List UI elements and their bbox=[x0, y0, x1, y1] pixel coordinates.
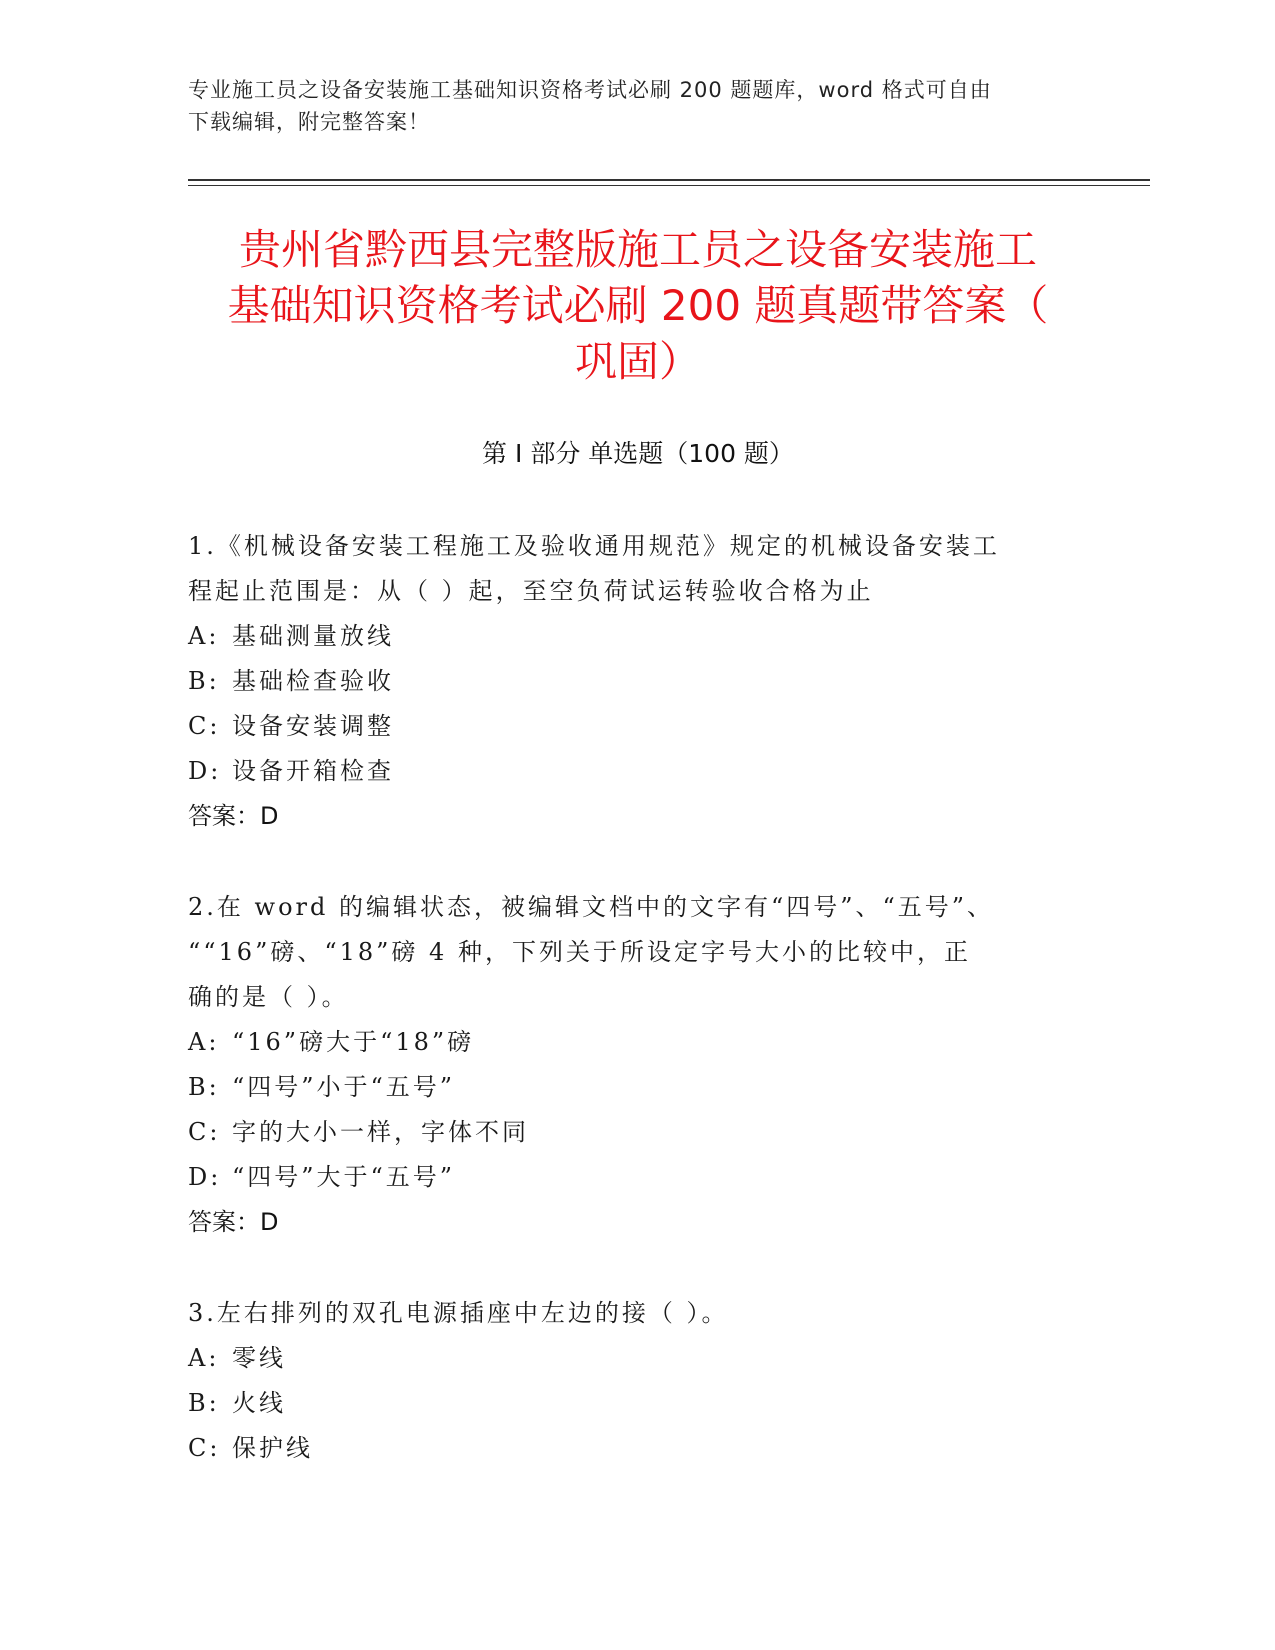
option-letter: A: bbox=[188, 622, 220, 650]
option-b bbox=[188, 1381, 1068, 1426]
header-note-line-1: 专业施工员之设备安装施工基础知识资格考试必刷 200 题题库，word 格式可自由 bbox=[188, 78, 992, 102]
option-letter: C: bbox=[188, 1118, 221, 1146]
option-a bbox=[188, 1020, 1068, 1065]
option-letter: D: bbox=[188, 1163, 222, 1191]
option-text: “16”磅大于“18”磅 bbox=[232, 1028, 475, 1056]
option-text: 字的大小一样，字体不同 bbox=[232, 1118, 529, 1146]
question-1 bbox=[188, 524, 1068, 839]
option-text: 基础测量放线 bbox=[232, 622, 394, 650]
option-a bbox=[188, 1336, 1068, 1381]
document-title-line-1: 贵州省黔西县完整版施工员之设备安装施工 bbox=[238, 225, 1037, 274]
option-text: 设备安装调整 bbox=[232, 712, 394, 740]
question-stem-line: ““16”磅、“18”磅 4 种，下列关于所设定字号大小的比较中，正 bbox=[188, 938, 971, 966]
question-2 bbox=[188, 885, 1068, 1245]
option-c bbox=[188, 1426, 1068, 1471]
option-d bbox=[188, 749, 1068, 794]
option-b bbox=[188, 1065, 1068, 1110]
option-text: “四号”大于“五号” bbox=[232, 1163, 456, 1191]
question-stem-line: 确的是（ ）。 bbox=[188, 983, 349, 1011]
option-d bbox=[188, 1155, 1068, 1200]
option-text: 保护线 bbox=[232, 1434, 313, 1462]
question-list bbox=[188, 524, 1068, 1517]
option-letter: A: bbox=[188, 1344, 220, 1372]
option-letter: B: bbox=[188, 667, 220, 695]
question-stem-line: 3.左右排列的双孔电源插座中左边的接（ ）。 bbox=[188, 1299, 729, 1327]
option-letter: D: bbox=[188, 757, 222, 785]
answer-line: 答案：D bbox=[188, 1208, 279, 1236]
option-letter: C: bbox=[188, 712, 221, 740]
option-text: 零线 bbox=[232, 1344, 286, 1372]
option-b bbox=[188, 659, 1068, 704]
question-3 bbox=[188, 1291, 1068, 1471]
option-c bbox=[188, 704, 1068, 749]
option-text: 设备开箱检查 bbox=[232, 757, 394, 785]
header-rule-thick bbox=[188, 179, 1150, 181]
option-letter: B: bbox=[188, 1389, 220, 1417]
question-stem-line: 1.《机械设备安装工程施工及验收通用规范》规定的机械设备安装工 bbox=[188, 532, 1000, 560]
option-a bbox=[188, 614, 1068, 659]
option-letter: C: bbox=[188, 1434, 221, 1462]
document-title-line-2: 基础知识资格考试必刷 200 题真题带答案（ bbox=[227, 281, 1049, 330]
option-letter: A: bbox=[188, 1028, 220, 1056]
option-text: “四号”小于“五号” bbox=[232, 1073, 456, 1101]
header-note-line-2: 下载编辑，附完整答案！ bbox=[188, 110, 430, 134]
header-note bbox=[188, 74, 1068, 138]
document-title bbox=[188, 222, 1088, 390]
option-c bbox=[188, 1110, 1068, 1155]
option-letter: B: bbox=[188, 1073, 220, 1101]
option-text: 火线 bbox=[232, 1389, 286, 1417]
option-text: 基础检查验收 bbox=[232, 667, 394, 695]
document-title-line-3: 巩固） bbox=[574, 337, 701, 386]
section-heading: 第 I 部分 单选题（100 题） bbox=[482, 439, 794, 468]
question-stem-line: 程起止范围是：从（ ）起，至空负荷试运转验收合格为止 bbox=[188, 577, 874, 605]
header-rule-thin bbox=[188, 185, 1150, 186]
answer-line: 答案：D bbox=[188, 802, 279, 830]
question-stem-line: 2.在 word 的编辑状态，被编辑文档中的文字有“四号”、“五号”、 bbox=[188, 893, 995, 921]
